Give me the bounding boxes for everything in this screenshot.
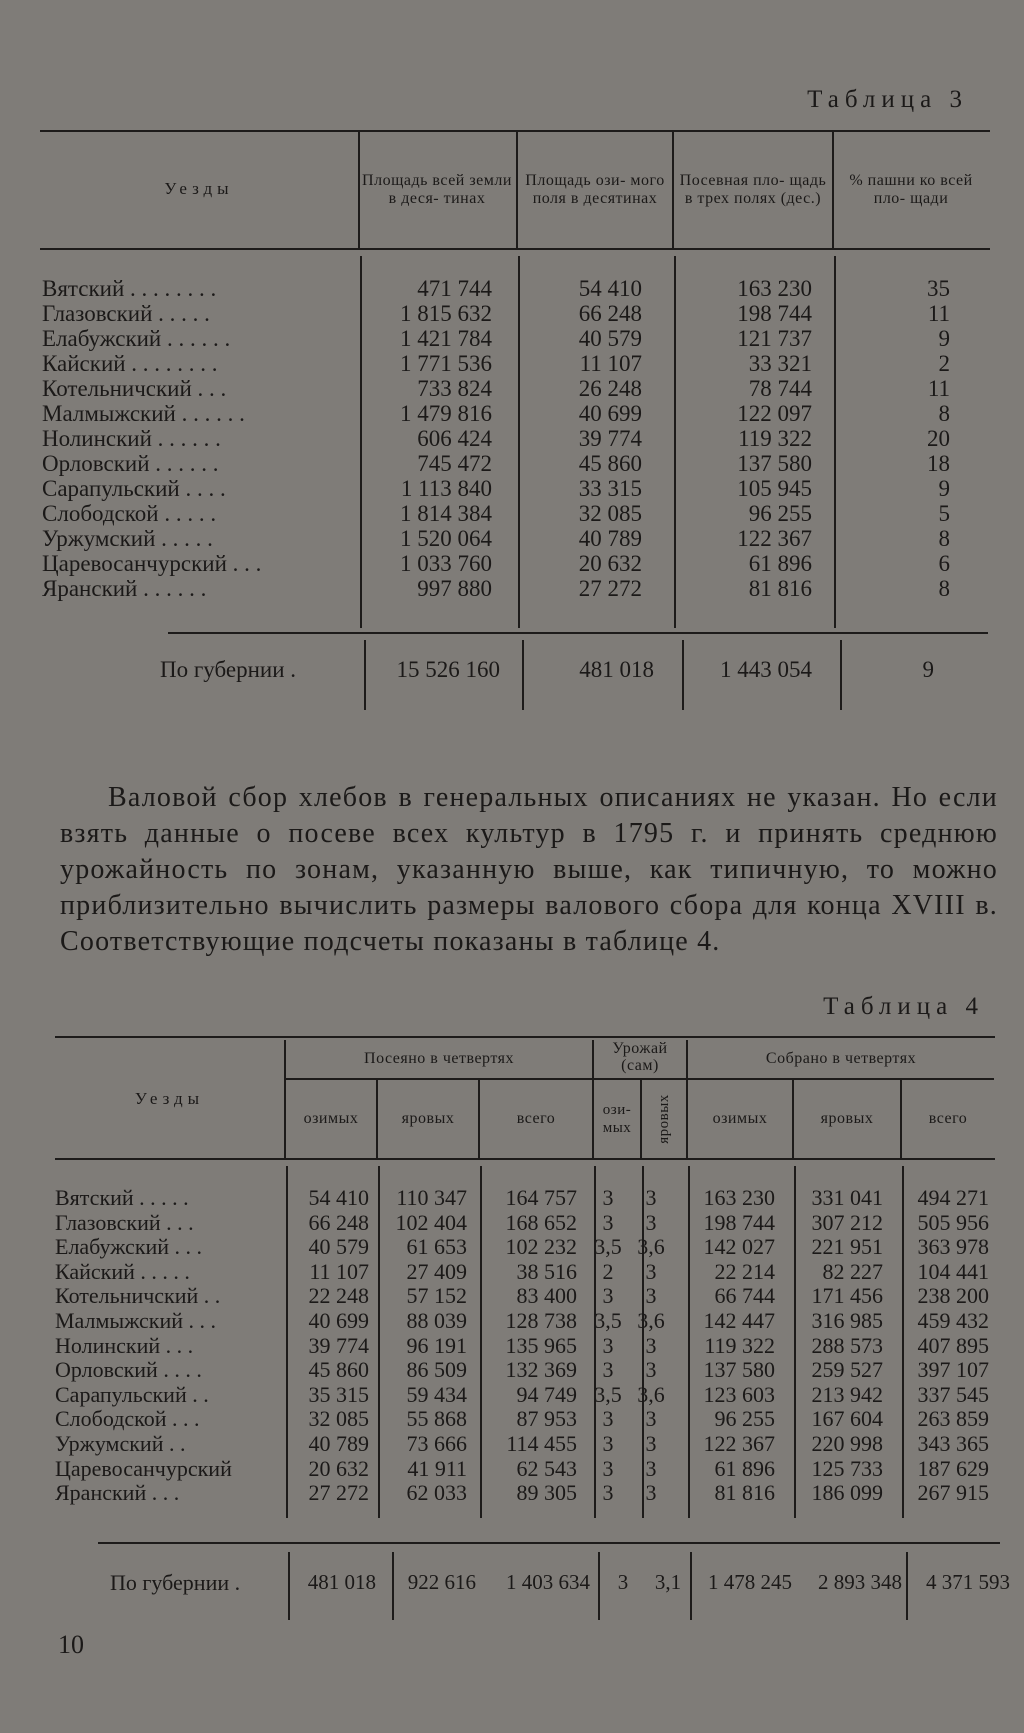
table4-header-yield-group: Урожай (сам) — [612, 1040, 668, 1074]
table3-total-area: 15 526 160 — [396, 657, 500, 682]
cell-c4: 35 — [927, 276, 950, 301]
cell-d: 3 — [602, 1480, 614, 1506]
cell-h: 343 365 — [917, 1430, 989, 1456]
district-name: Котельничский . . . — [42, 376, 227, 401]
table4-total-harvest-spring: 2 893 348 — [818, 1570, 902, 1594]
table4-header-rule — [55, 1158, 995, 1160]
cell-b: 102 404 — [395, 1209, 467, 1235]
table3-header-total-area: Площадь всей земли в деся- тинах — [362, 172, 512, 207]
cell-c1: 1 113 840 — [400, 476, 492, 501]
cell-d: 3 — [602, 1209, 614, 1235]
district-name: Орловский . . . . . . — [42, 451, 219, 476]
cell-d: 3 — [602, 1283, 614, 1309]
district-name: Уржумский . . — [55, 1430, 186, 1456]
cell-c1: 1 815 632 — [400, 301, 492, 326]
cell-g: 221 951 — [811, 1234, 883, 1260]
table-row — [55, 1358, 993, 1383]
cell-c: 102 232 — [505, 1234, 577, 1260]
cell-a: 32 085 — [308, 1406, 369, 1432]
district-name: Глазовский . . . — [55, 1209, 194, 1235]
cell-c: 83 400 — [516, 1283, 577, 1309]
table3-header-divider — [672, 130, 674, 248]
cell-g: 167 604 — [811, 1406, 883, 1432]
cell-c2: 32 085 — [578, 501, 642, 526]
district-name: Кайский . . . . . . . . — [42, 351, 218, 376]
cell-c4: 8 — [938, 401, 950, 426]
cell-d: 3 — [602, 1357, 614, 1383]
cell-e: 3 — [645, 1480, 657, 1506]
table3-body — [42, 276, 950, 601]
table3-header-divider — [516, 130, 518, 248]
cell-f: 122 367 — [703, 1430, 775, 1456]
table4-total-sown-spring: 922 616 — [407, 1570, 476, 1594]
district-name: Орловский . . . . — [55, 1357, 202, 1383]
cell-c4: 9 — [938, 476, 950, 501]
table4-header-yield-winter: ози- мых — [602, 1102, 632, 1136]
table4-total-sown-winter: 481 018 — [307, 1570, 376, 1594]
table-row — [42, 551, 950, 576]
cell-d: 3 — [602, 1406, 614, 1432]
district-name: Елабужский . . . . . . — [42, 326, 231, 351]
district-name: Глазовский . . . . . — [42, 301, 210, 326]
table4-header-harvest-group: Собрано в четвертях — [765, 1050, 917, 1067]
table3-header-district: Уезды — [164, 179, 234, 198]
cell-c2: 26 248 — [578, 376, 642, 401]
cell-c: 38 516 — [516, 1258, 577, 1284]
cell-c3: 119 322 — [738, 426, 812, 451]
district-name: Елабужский . . . — [55, 1234, 203, 1260]
cell-f: 119 322 — [704, 1332, 775, 1358]
table4-body — [55, 1186, 993, 1506]
table3-caption: Таблица 3 — [807, 86, 968, 113]
cell-g: 288 573 — [811, 1332, 883, 1358]
table4-total-yield-spring: 3,1 — [654, 1570, 682, 1594]
cell-a: 11 107 — [309, 1258, 369, 1284]
table3-total-divider — [840, 640, 842, 710]
cell-b: 88 039 — [406, 1307, 467, 1333]
cell-b: 57 152 — [406, 1283, 467, 1309]
cell-a: 20 632 — [308, 1455, 369, 1481]
cell-f: 61 896 — [714, 1455, 775, 1481]
table4-total-rule — [98, 1542, 1000, 1544]
cell-c1: 997 880 — [417, 576, 492, 601]
cell-h: 238 200 — [917, 1283, 989, 1309]
table3-header-percent: % пашни ко всей пло- щади — [849, 172, 973, 207]
cell-c4: 11 — [927, 376, 950, 401]
cell-c1: 1 479 816 — [400, 401, 492, 426]
cell-c2: 40 579 — [578, 326, 642, 351]
cell-f: 96 255 — [714, 1406, 775, 1432]
cell-b: 61 653 — [406, 1234, 467, 1260]
table4-total-sown-total: 1 403 634 — [506, 1570, 590, 1594]
cell-d: 3,5 — [594, 1381, 622, 1407]
cell-e: 3 — [645, 1455, 657, 1481]
cell-f: 137 580 — [703, 1357, 775, 1383]
table-row — [55, 1211, 993, 1236]
page-number: 10 — [58, 1630, 84, 1659]
cell-e: 3,6 — [637, 1234, 665, 1260]
district-name: Нолинский . . . . . . — [42, 426, 221, 451]
cell-h: 459 432 — [917, 1307, 989, 1333]
cell-a: 22 248 — [308, 1283, 369, 1309]
cell-c4: 9 — [938, 326, 950, 351]
cell-c1: 745 472 — [417, 451, 492, 476]
cell-b: 110 347 — [396, 1185, 467, 1210]
cell-a: 40 699 — [308, 1307, 369, 1333]
cell-d: 3 — [602, 1185, 614, 1210]
cell-a: 45 860 — [308, 1357, 369, 1383]
cell-d: 3 — [602, 1455, 614, 1481]
body-paragraph — [60, 780, 998, 960]
cell-h: 104 441 — [917, 1258, 989, 1284]
table-row — [55, 1186, 993, 1211]
cell-c3: 105 945 — [737, 476, 812, 501]
district-name: Слободской . . . . . — [42, 501, 217, 526]
table3-total-sown: 1 443 054 — [720, 657, 812, 682]
cell-c1: 1 814 384 — [400, 501, 492, 526]
cell-e: 3 — [645, 1258, 657, 1284]
table-row — [42, 426, 950, 451]
cell-c4: 18 — [927, 451, 950, 476]
cell-g: 220 998 — [811, 1430, 883, 1456]
table4-total-harvest-winter: 1 478 245 — [708, 1570, 792, 1594]
cell-c2: 33 315 — [578, 476, 642, 501]
cell-c1: 1 033 760 — [400, 551, 492, 576]
district-name: Яранский . . . — [55, 1480, 180, 1506]
cell-b: 41 911 — [407, 1455, 467, 1481]
cell-a: 27 272 — [308, 1480, 369, 1506]
cell-h: 505 956 — [917, 1209, 989, 1235]
cell-e: 3 — [645, 1185, 657, 1210]
cell-f: 142 447 — [703, 1307, 775, 1333]
cell-c2: 40 789 — [578, 526, 642, 551]
table-row — [42, 401, 950, 426]
cell-c3: 122 097 — [737, 401, 812, 426]
table-row — [42, 301, 950, 326]
cell-c: 114 455 — [506, 1430, 577, 1456]
table4-header-sown-group: Посеяно в четвертях — [364, 1050, 514, 1067]
table3-total-divider — [522, 640, 524, 710]
table-row — [55, 1407, 993, 1432]
cell-c4: 8 — [938, 576, 950, 601]
cell-e: 3,6 — [637, 1381, 665, 1407]
cell-g: 171 456 — [811, 1283, 883, 1309]
cell-c: 94 749 — [516, 1381, 577, 1407]
cell-f: 142 027 — [703, 1234, 775, 1260]
cell-c3: 96 255 — [748, 501, 812, 526]
table-row — [55, 1284, 993, 1309]
table-row — [55, 1383, 993, 1408]
cell-c1: 1 771 536 — [400, 351, 492, 376]
table3-total-divider — [682, 640, 684, 710]
table-row — [55, 1432, 993, 1457]
table-row — [55, 1334, 993, 1359]
table-row — [55, 1309, 993, 1334]
cell-c: 168 652 — [505, 1209, 577, 1235]
table-row — [55, 1260, 993, 1285]
cell-d: 3,5 — [594, 1307, 622, 1333]
cell-a: 66 248 — [308, 1209, 369, 1235]
cell-e: 3 — [645, 1406, 657, 1432]
table-row — [42, 526, 950, 551]
cell-b: 27 409 — [406, 1258, 467, 1284]
district-name: Вятский . . . . . . . . — [42, 276, 217, 301]
cell-b: 73 666 — [406, 1430, 467, 1456]
cell-g: 186 099 — [811, 1480, 883, 1506]
cell-c4: 5 — [938, 501, 950, 526]
cell-c1: 471 744 — [417, 276, 492, 301]
cell-c3: 122 367 — [737, 526, 812, 551]
cell-g: 82 227 — [822, 1258, 883, 1284]
cell-g: 125 733 — [811, 1455, 883, 1481]
cell-d: 3 — [602, 1332, 614, 1358]
cell-c3: 198 744 — [737, 301, 812, 326]
cell-d: 3,5 — [594, 1234, 622, 1260]
cell-c2: 45 860 — [578, 451, 642, 476]
cell-f: 22 214 — [714, 1258, 775, 1284]
district-name: Котельничский . . — [55, 1283, 221, 1309]
cell-b: 96 191 — [406, 1332, 467, 1358]
cell-c1: 1 421 784 — [400, 326, 492, 351]
cell-e: 3 — [645, 1430, 657, 1456]
cell-b: 86 509 — [406, 1357, 467, 1383]
district-name: Яранский . . . . . . — [42, 576, 207, 601]
cell-g: 213 942 — [811, 1381, 883, 1407]
cell-c2: 54 410 — [578, 276, 642, 301]
cell-c: 89 305 — [516, 1480, 577, 1506]
table3-header-divider — [358, 130, 360, 248]
table4-header-sown-total: всего — [516, 1110, 556, 1127]
cell-f: 66 744 — [714, 1283, 775, 1309]
cell-a: 40 579 — [308, 1234, 369, 1260]
table-row — [42, 576, 950, 601]
cell-c1: 733 824 — [417, 376, 492, 401]
cell-f: 163 230 — [703, 1185, 775, 1210]
table3-header-winter-field: Площадь ози- мого поля в десятинах — [525, 172, 665, 207]
table3-header-divider — [832, 130, 834, 248]
cell-c2: 40 699 — [578, 401, 642, 426]
cell-e: 3 — [645, 1209, 657, 1235]
paragraph-text: Валовой сбор хлебов в генеральных описаниях не указан. Но если взять данные о посеве всех культур в 1795 г. и принять среднюю урожайность по зонам, указанную выше, как типичную, то можно приблизительно вычислить размеры валового сбора для конца XVIII в. Соответствующие подсчеты показаны в таблице 4. — [60, 782, 998, 957]
cell-f: 123 603 — [703, 1381, 775, 1407]
cell-c4: 8 — [938, 526, 950, 551]
cell-h: 267 915 — [917, 1480, 989, 1506]
cell-c3: 121 737 — [737, 326, 812, 351]
cell-b: 59 434 — [406, 1381, 467, 1407]
table4-header-harvest-total: всего — [928, 1110, 968, 1127]
table-row — [42, 326, 950, 351]
district-name: Сарапульский . . . . — [42, 476, 226, 501]
cell-g: 259 527 — [811, 1357, 883, 1383]
table4-header-yield-spring-cell — [642, 1080, 686, 1158]
cell-h: 494 271 — [917, 1185, 989, 1210]
cell-c: 135 965 — [505, 1332, 577, 1358]
district-name: Нолинский . . . — [55, 1332, 194, 1358]
cell-c: 128 738 — [505, 1307, 577, 1333]
cell-h: 187 629 — [917, 1455, 989, 1481]
cell-b: 55 868 — [406, 1406, 467, 1432]
cell-d: 2 — [602, 1258, 614, 1284]
table4-total-harvest-total: 4 371 593 — [926, 1570, 1010, 1594]
cell-c3: 78 744 — [748, 376, 812, 401]
cell-h: 397 107 — [917, 1357, 989, 1383]
table-row — [55, 1481, 993, 1506]
cell-c4: 20 — [927, 426, 950, 451]
cell-a: 39 774 — [308, 1332, 369, 1358]
table-row — [42, 351, 950, 376]
cell-c: 87 953 — [516, 1406, 577, 1432]
cell-c3: 81 816 — [748, 576, 812, 601]
cell-c3: 33 321 — [748, 351, 812, 376]
cell-g: 307 212 — [811, 1209, 883, 1235]
cell-e: 3,6 — [637, 1307, 665, 1333]
table-row — [42, 451, 950, 476]
table4-total-label: По губернии . — [110, 1570, 241, 1595]
cell-h: 363 978 — [917, 1234, 989, 1260]
cell-c2: 11 107 — [579, 351, 642, 376]
cell-f: 198 744 — [703, 1209, 775, 1235]
cell-c4: 2 — [938, 351, 950, 376]
table3-total-label: По губернии . — [160, 657, 297, 682]
cell-c3: 137 580 — [737, 451, 812, 476]
table3-total-rule — [168, 632, 988, 634]
district-name: Слободской . . . — [55, 1406, 200, 1432]
table4-header-district: Уезды — [134, 1089, 205, 1108]
table4-header-harvest-spring: яровых — [820, 1110, 874, 1127]
cell-g: 331 041 — [811, 1185, 883, 1210]
cell-e: 3 — [645, 1283, 657, 1309]
cell-b: 62 033 — [406, 1480, 467, 1506]
cell-c: 62 543 — [516, 1455, 577, 1481]
cell-a: 40 789 — [308, 1430, 369, 1456]
cell-c3: 61 896 — [748, 551, 812, 576]
cell-e: 3 — [645, 1357, 657, 1383]
cell-g: 316 985 — [811, 1307, 883, 1333]
district-name: Сарапульский . . — [55, 1381, 209, 1407]
district-name: Уржумский . . . . . — [42, 526, 213, 551]
cell-h: 337 545 — [917, 1381, 989, 1407]
cell-c2: 27 272 — [578, 576, 642, 601]
cell-d: 3 — [602, 1430, 614, 1456]
cell-h: 407 895 — [917, 1332, 989, 1358]
table-row — [42, 476, 950, 501]
cell-e: 3 — [645, 1332, 657, 1358]
table4-header-harvest-winter: озимых — [712, 1110, 768, 1127]
cell-a: 54 410 — [308, 1185, 369, 1210]
district-name: Кайский . . . . . — [55, 1258, 190, 1284]
district-name: Малмыжский . . . — [55, 1307, 217, 1333]
district-name: Вятский . . . . . — [55, 1185, 189, 1210]
cell-c1: 606 424 — [417, 426, 492, 451]
table-row — [42, 376, 950, 401]
table-row — [42, 276, 950, 301]
table4-header-sown-winter: озимых — [303, 1110, 359, 1127]
cell-c: 132 369 — [505, 1357, 577, 1383]
table3-total-percent: 9 — [922, 657, 934, 682]
cell-f: 81 816 — [714, 1480, 775, 1506]
table4-total-yield-winter: 3 — [617, 1570, 629, 1594]
cell-c2: 39 774 — [578, 426, 642, 451]
table4-top-rule — [55, 1036, 995, 1038]
cell-a: 35 315 — [308, 1381, 369, 1407]
table4-caption: Таблица 4 — [823, 993, 984, 1020]
table-row — [42, 501, 950, 526]
cell-c: 164 757 — [505, 1185, 577, 1210]
cell-c1: 1 520 064 — [400, 526, 492, 551]
table-row — [55, 1235, 993, 1260]
table4-header-yield-spring: яровых — [656, 1094, 672, 1144]
cell-c2: 20 632 — [578, 551, 642, 576]
cell-h: 263 859 — [917, 1406, 989, 1432]
table3-total-divider — [364, 640, 366, 710]
district-name: Царевосанчурский . . . — [42, 551, 262, 576]
district-name: Малмыжский . . . . . . — [42, 401, 245, 426]
district-name: Царевосанчурский — [55, 1455, 232, 1481]
table4-header-sown-spring: яровых — [401, 1110, 455, 1127]
cell-c4: 11 — [927, 301, 950, 326]
table3-total-winter: 481 018 — [579, 657, 654, 682]
table-row — [55, 1457, 993, 1482]
cell-c4: 6 — [938, 551, 950, 576]
cell-c3: 163 230 — [737, 276, 812, 301]
table3-header-sown-area: Посевная пло- щадь в трех полях (дес.) — [679, 172, 827, 207]
cell-c2: 66 248 — [578, 301, 642, 326]
table3-header-rule — [40, 248, 990, 250]
